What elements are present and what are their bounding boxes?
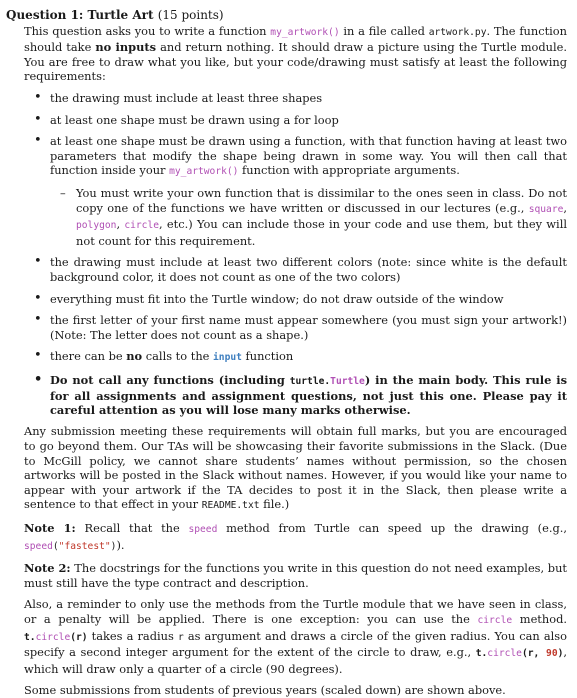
code-readme: README.txt [201,500,260,512]
code-input: input [213,352,242,364]
question-points: (15 points) [157,8,224,22]
requirement-subitem: – You must write your own function that is dissimilar to the ones seen in class. Do not copy one of the functions we have written or discussed in our lectures (e.g., square, polygon, circle, etc.) You can include those in your code and use them, but they will not count for this requirement. [76,186,567,248]
requirement-sublist [50,186,567,248]
requirement-item: • at least one shape must be drawn using a function, with that function having at least two parameters that modify the shape being drawn in some way. You will then call that function inside your my_artwork() function with appropriate arguments. – You must write your own function that is dissimilar to the ones seen in class. Do not copy one of the functions we have written or discussed in our lectures (e.g., square, polygon, circle, etc.) You can include those in your code and use them, but they will not count for this requirement. [50,134,567,248]
requirement-item: • everything must fit into the Turtle window; do not draw outside of the window [50,292,567,307]
requirements-list [24,91,567,418]
intro-paragraph: This question asks you to write a function my_artwork() in a file called artwork.py. The function should take no inputs and return nothing. It should draw a picture using the Turtle module. You are free to draw what you like, but your code/drawing must satisfy at least the following requirements: [24,23,568,84]
requirement-item: • there can be no calls to the input function [50,349,567,366]
note-2: Note 2: The docstrings for the functions you write in this question do not need examples, but must still have the type contract and description. [24,561,567,590]
reminder-paragraph: Also, a reminder to only use the methods from the Turtle module that we have seen in class, or a penalty will be applied. There is one exception: you can use the circle method. t.circle(r) takes a radius r as argument and draws a circle of the given radius. You can also specify a second integer argument for the extent of the circle to draw, e.g., t.circle(r, 90), which will draw only a quarter of a circle (90 degrees). [24,597,568,676]
requirement-item: • the drawing must include at least two different colors (note: since white is the default background color, it does not count as one of the two colors) [50,255,567,284]
closing-paragraph: Some submissions from students of previous years (scaled down) are shown above. [24,683,506,698]
code-filename: artwork.py [428,26,487,38]
submission-paragraph: Any submission meeting these requirements will obtain full marks, but you are encouraged to go beyond them. Our TAs will be showcasing their favorite submissions in the Slack. (Due to McGill policy, we cannot share students’ names without permission, so the chosen artworks will be posted in the Slack without names. However, if you would like your name to appear with your artwork if the TA decides to post it in the Slack, then please write a sentence to that effect in your README.txt file.) [24,424,567,512]
code-my-artwork: my_artwork() [169,166,239,178]
requirement-item: • the drawing must include at least three shapes [50,91,567,106]
note-1: Note 1: Recall that the speed method from Turtle can speed up the drawing (e.g., speed("fastest")). [24,521,567,552]
question-body [6,24,567,698]
requirement-item: • the first letter of your first name must appear somewhere (you must sign your artwork!) (Note: The letter does not count as a shape.) [50,313,567,342]
code-my-artwork: my_artwork() [270,26,340,38]
requirement-item-warning: • Do not call any functions (including turtle.Turtle) in the main body. This rule is for all assignments and assignment questions, not just this one. Please pay it careful attention as you will lose many marks otherwise. [50,373,567,418]
question-heading [6,8,567,23]
requirement-item: • at least one shape must be drawn using a for loop [50,113,567,128]
question-title: Question 1: Turtle Art [6,8,154,22]
